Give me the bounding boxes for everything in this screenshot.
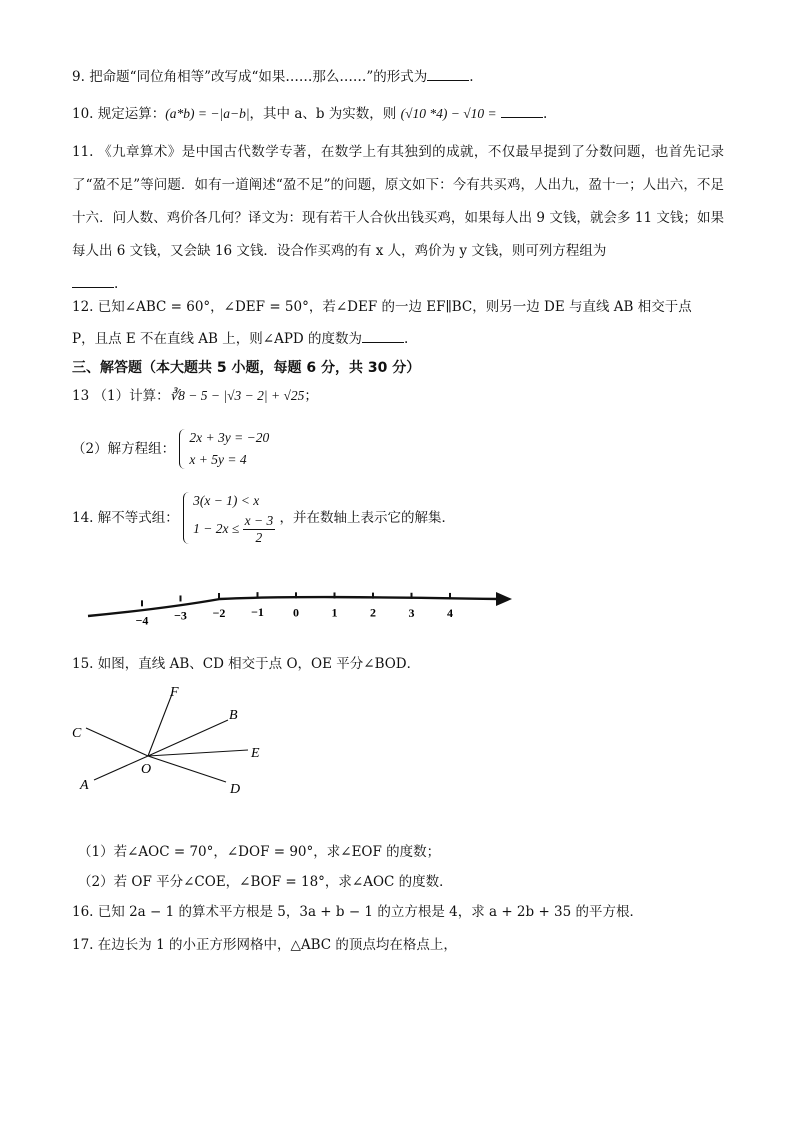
question-number: 14. <box>72 510 94 527</box>
question-17 <box>72 935 457 955</box>
question-text: 如图，直线 AB、CD 相交于点 O，OE 平分∠BOD． <box>97 656 421 672</box>
answer-blank <box>427 66 469 81</box>
point-label-c: C <box>72 726 82 741</box>
number-line <box>80 585 530 635</box>
point-label-e: E <box>251 746 260 761</box>
question-10: 10. 规定运算：(a*b) = −|a−b|，其中 a、b 为实数，则 (√10 *4) − √10 = . <box>72 103 547 124</box>
question-text-line-1: 已知∠ABC = 60°，∠DEF = 50°，若∠DEF 的一边 EF∥BC，则另一边 DE 与直线 AB 相交于点 <box>97 299 692 315</box>
inequality-2: 1 − 2x ≤ $\frac{x - 3}{2}$ <box>193 513 274 546</box>
ray-oa <box>94 756 148 780</box>
operation-definition: (a*b) = −|a−b| <box>165 106 250 121</box>
question-text-line-2: P，且点 E 不在直线 AB 上，则∠APD 的度数为 <box>72 331 363 347</box>
equation-2: x + 5y = 4 <box>189 452 247 467</box>
question-15-part-2: （2）若 OF 平分∠COE，∠BOF = 18°，求∠AOC 的度数． <box>78 874 453 890</box>
point-label-d: D <box>230 782 241 797</box>
question-14: 14. 解不等式组： 3(x − 1) < x 1 − 2x ≤ $\frac{x - 3}{2}$ ，并在数轴上表示它的解集． <box>72 490 455 546</box>
ray-oe <box>148 750 248 756</box>
question-13-part-2: （2）解方程组： 2x + 3y = −20 x + 5y = 4 <box>72 427 269 471</box>
ray-oc <box>86 728 148 756</box>
question-13-part-1: 13 （1）计算：∛8 − 5 − |√3 − 2| + √25； <box>72 388 318 404</box>
question-text: 在边长为 1 的小正方形网格中，△ABC 的顶点均在格点上， <box>97 937 457 953</box>
answer-blank <box>362 328 404 343</box>
question-11: 11. 《九章算术》是中国古代数学专著，在数学上有其独到的成就，不仅最早提到了分数问题，也首先记录了“盈不足”等问题．如有一道阐述“盈不足”的问题，原文如下：今有共买鸡，人出九，盈十一；人出六，不足十六．问人数、鸡价各几何？译文为：现有若干人合伙出钱买鸡，如果每人出 9 文钱，就会多 11 文钱；如果每人出 6 文钱，又会缺 16 文钱．设合作买鸡的有 x 人，鸡价为 y 文钱，则可列方程组为 . <box>72 144 725 292</box>
operation-expression: (√10 *4) − √10 = <box>400 106 497 121</box>
equation-1: 2x + 3y = −20 <box>189 430 270 445</box>
axis-tick-label: 2 <box>370 605 376 620</box>
question-16 <box>72 902 643 922</box>
question-number: 11. <box>72 144 94 160</box>
inequality-system <box>183 490 275 546</box>
question-number: 10. <box>72 106 94 122</box>
axis-tick-label: 1 <box>331 605 338 620</box>
question-number: 16. <box>72 904 94 920</box>
question-15-part-1: （1）若∠AOC = 70°，∠DOF = 90°，求∠EOF 的度数； <box>78 844 441 860</box>
axis-tick-label: 0 <box>293 605 299 620</box>
question-number: 17. <box>72 937 94 953</box>
fraction: $\frac{x - 3}{2}$ <box>244 513 274 546</box>
point-label-a: A <box>80 778 89 793</box>
arrow-head-icon <box>496 592 512 606</box>
question-12-cont: P，且点 E 不在直线 AB 上，则∠APD 的度数为 . <box>72 328 408 349</box>
equation-system <box>179 427 269 471</box>
question-number: 9. <box>72 69 85 85</box>
answer-blank <box>501 103 543 118</box>
point-label-b: B <box>229 708 238 723</box>
question-15 <box>72 654 420 674</box>
question-12 <box>72 297 692 317</box>
geometry-figure <box>66 680 276 805</box>
axis-tick-label: −1 <box>251 605 264 620</box>
calc-expression: ∛8 − 5 − |√3 − 2| + √25 <box>169 388 305 403</box>
axis-tick-label: 4 <box>447 605 453 620</box>
point-label-o: O <box>141 762 152 777</box>
question-9: 9. 把命题“同位角相等”改写成“如果……那么……”的形式为 . <box>72 66 474 87</box>
inequality-1: 3(x − 1) < x <box>193 493 260 508</box>
axis-tick-label: −2 <box>212 606 226 621</box>
question-number: 12. <box>72 299 94 315</box>
ray-od <box>148 756 226 782</box>
axis-tick-label: 3 <box>408 605 415 620</box>
question-text: 把命题“同位角相等”改写成“如果……那么……”的形式为 <box>89 69 428 85</box>
axis-tick-label: −3 <box>174 608 187 623</box>
question-number: 15. <box>72 656 94 672</box>
section-heading: 三、解答题（本大题共 5 小题，每题 6 分，共 30 分） <box>72 360 421 376</box>
axis-tick-label: −4 <box>135 613 149 628</box>
question-text: 已知 2a − 1 的算术平方根是 5，3a + b − 1 的立方根是 4，求 a + 2b + 35 的平方根． <box>97 904 644 920</box>
question-number: 13 <box>72 388 90 404</box>
point-label-f: F <box>170 685 179 700</box>
answer-blank <box>72 273 114 288</box>
question-text: 《九章算术》是中国古代数学专著，在数学上有其独到的成就，不仅最早提到了分数问题，也首先记录了“盈不足”等问题．如有一道阐述“盈不足”的问题，原文如下：今有共买鸡，人出九，盈十一；人出六，不足十六．问人数、鸡价各几何？译文为：现有若干人合伙出钱买鸡，如果每人出 9 文钱，就会多 11 文钱；如果每人出 6 文钱，又会缺 16 文钱．设合作买鸡的有 x 人，鸡价为 y 文钱，则可列方程组为 <box>72 144 725 259</box>
